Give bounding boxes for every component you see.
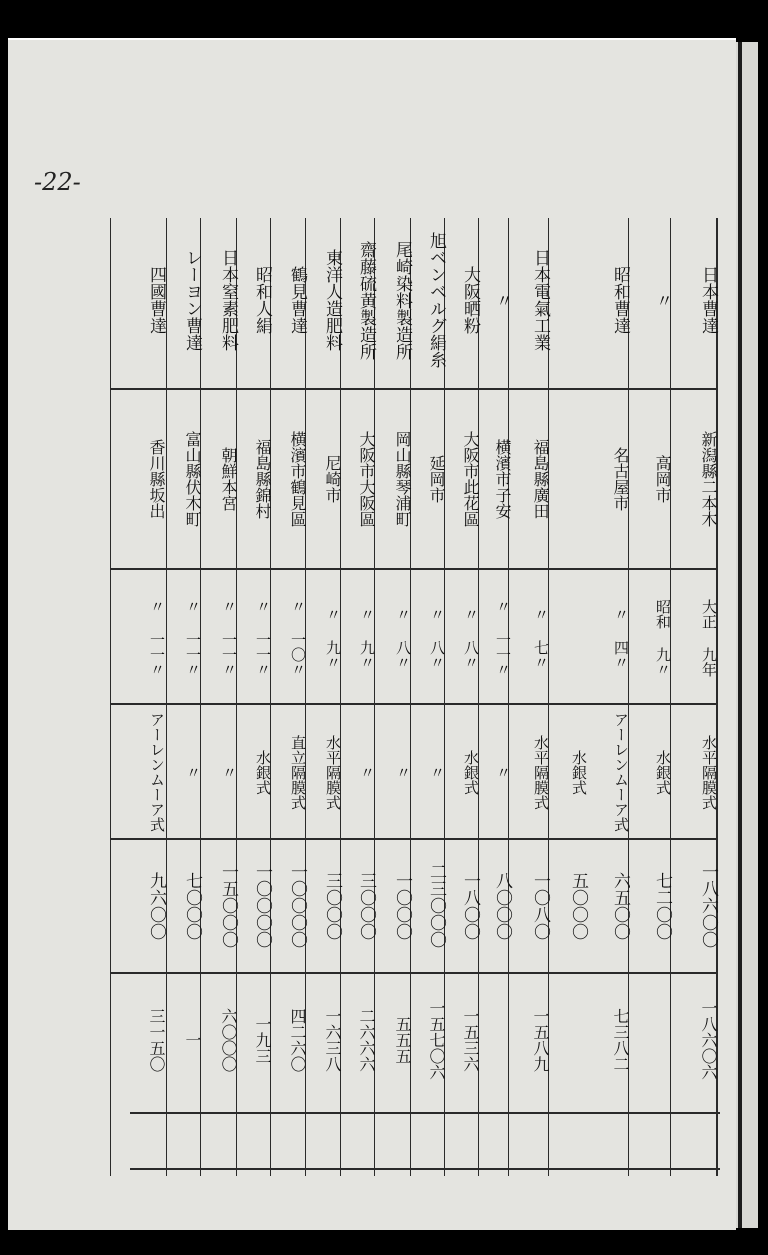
capacity-value: 二三〇〇〇 [426, 863, 446, 948]
start-date: 〃 一一〃 [254, 599, 272, 677]
page-number: -22- [34, 168, 81, 196]
electrolysis-method: 〃 [358, 764, 376, 780]
start-date: 昭和 九〃 [654, 599, 672, 677]
electrolysis-method: 水銀式 [570, 749, 588, 795]
output-value: 一五八九 [531, 1007, 550, 1072]
company-name: 日本曹達 [698, 266, 718, 334]
factory-location: 福島縣廣田 [531, 439, 550, 519]
factory-location: 新潟縣二本木 [699, 431, 718, 527]
company-name: 〃 [652, 291, 672, 309]
electrolysis-method: アーレンムーア式 [148, 712, 166, 832]
capacity-value: 一〇〇〇〇 [252, 863, 272, 948]
factory-location: 香川縣坂出 [147, 439, 166, 519]
capacity-value: 一〇〇〇〇 [287, 863, 307, 948]
start-date: 〃 一一〃 [148, 599, 166, 677]
start-date: 大正 九年 [700, 599, 718, 677]
capacity-value: 一〇〇〇 [392, 871, 412, 940]
company-name: 四國曹達 [146, 266, 166, 334]
capacity-value: 一五〇〇〇 [218, 863, 238, 948]
start-date: 〃 八〃 [428, 606, 446, 670]
electrolysis-method: 水平隔膜式 [532, 734, 550, 810]
start-date: 〃 九〃 [358, 606, 376, 670]
output-value: 一九三 [253, 1015, 272, 1064]
electrolysis-method: 水銀式 [462, 749, 480, 795]
start-date: 〃 九〃 [324, 606, 342, 670]
start-date: 〃 一一〃 [494, 599, 512, 677]
output-value: 一八六〇六 [699, 999, 718, 1080]
capacity-value: 五〇〇〇 [568, 871, 588, 940]
electrolysis-method: アーレンムーア式 [612, 712, 630, 832]
output-value: 六〇〇〇 [219, 1007, 238, 1072]
output-value: 一六三八 [323, 1007, 342, 1072]
table-row [112, 0, 768, 1255]
factory-location: 名古屋市 [611, 447, 630, 511]
output-value: 四二六〇 [288, 1007, 307, 1072]
output-value: 三一五〇 [147, 1007, 166, 1072]
company-name: 齋藤硫黄製造所 [356, 240, 376, 360]
factory-location: 福島縣錦村 [253, 439, 272, 519]
output-value: 一五七〇六 [427, 999, 446, 1080]
factory-location: 大阪市此花區 [461, 431, 480, 527]
electrolysis-method: 〃 [494, 764, 512, 780]
electrolysis-method: 〃 [184, 764, 202, 780]
company-name: 大阪晒粉 [460, 266, 480, 334]
electrolysis-method: 〃 [220, 764, 238, 780]
start-date: 〃 四〃 [612, 606, 630, 670]
company-name: 〃 [492, 291, 512, 309]
output-value: 七三八二 [611, 1007, 630, 1072]
company-name: 日本窒素肥料 [218, 249, 238, 351]
company-name: 東洋人造肥料 [322, 249, 342, 351]
start-date: 〃 七〃 [532, 606, 550, 670]
electrolysis-method: 水平隔膜式 [700, 734, 718, 810]
electrolysis-method: 水平隔膜式 [324, 734, 342, 810]
capacity-value: 一八六〇〇 [698, 863, 718, 948]
capacity-value: 三〇〇〇 [356, 871, 376, 940]
company-name: 昭和曹達 [610, 266, 630, 334]
electrolysis-method: 水銀式 [254, 749, 272, 795]
company-name: レーヨン曹達 [182, 249, 202, 351]
factory-location: 富山縣伏木町 [183, 431, 202, 527]
start-date: 〃 一〇〃 [289, 599, 307, 677]
company-name: 昭和人絹 [252, 266, 272, 334]
start-date: 〃 一一〃 [220, 599, 238, 677]
factory-location: 高岡市 [653, 455, 672, 503]
capacity-value: 八〇〇〇 [492, 871, 512, 940]
electrolysis-method: 水銀式 [654, 749, 672, 795]
electrolysis-method: 〃 [394, 764, 412, 780]
capacity-value: 九六〇〇 [146, 871, 166, 940]
factory-location: 延岡市 [427, 455, 446, 503]
output-value: 一五三六 [461, 1007, 480, 1072]
factory-location: 横濱市子安 [493, 439, 512, 519]
start-date: 〃 一一〃 [184, 599, 202, 677]
company-name: 鶴見曹達 [287, 266, 307, 334]
capacity-value: 三〇〇〇 [322, 871, 342, 940]
capacity-value: 六五〇〇 [610, 871, 630, 940]
company-name: 日本電氣工業 [530, 249, 550, 351]
company-name: 尾崎染料製造所 [392, 240, 412, 360]
company-name: 旭ベンベルグ絹糸 [426, 232, 446, 368]
factory-location: 岡山縣琴浦町 [393, 431, 412, 527]
factory-location: 横濱市鶴見區 [288, 431, 307, 527]
factory-location: 大阪市大阪區 [357, 431, 376, 527]
capacity-value: 七二〇〇 [652, 871, 672, 940]
capacity-value: 七〇〇〇 [182, 871, 202, 940]
factory-location: 尼崎市 [323, 455, 342, 503]
capacity-value: 一八〇〇 [460, 871, 480, 940]
capacity-value: 一〇八〇 [530, 871, 550, 940]
start-date: 〃 八〃 [462, 606, 480, 670]
output-value: 一 [183, 1031, 202, 1048]
factory-location: 朝鮮本宮 [219, 447, 238, 511]
output-value: 五五五 [393, 1015, 412, 1064]
output-value: 二六六六 [357, 1007, 376, 1072]
electrolysis-method: 〃 [428, 764, 446, 780]
electrolysis-method: 直立隔膜式 [289, 734, 307, 810]
start-date: 〃 八〃 [394, 606, 412, 670]
table-border-left [110, 218, 111, 1176]
